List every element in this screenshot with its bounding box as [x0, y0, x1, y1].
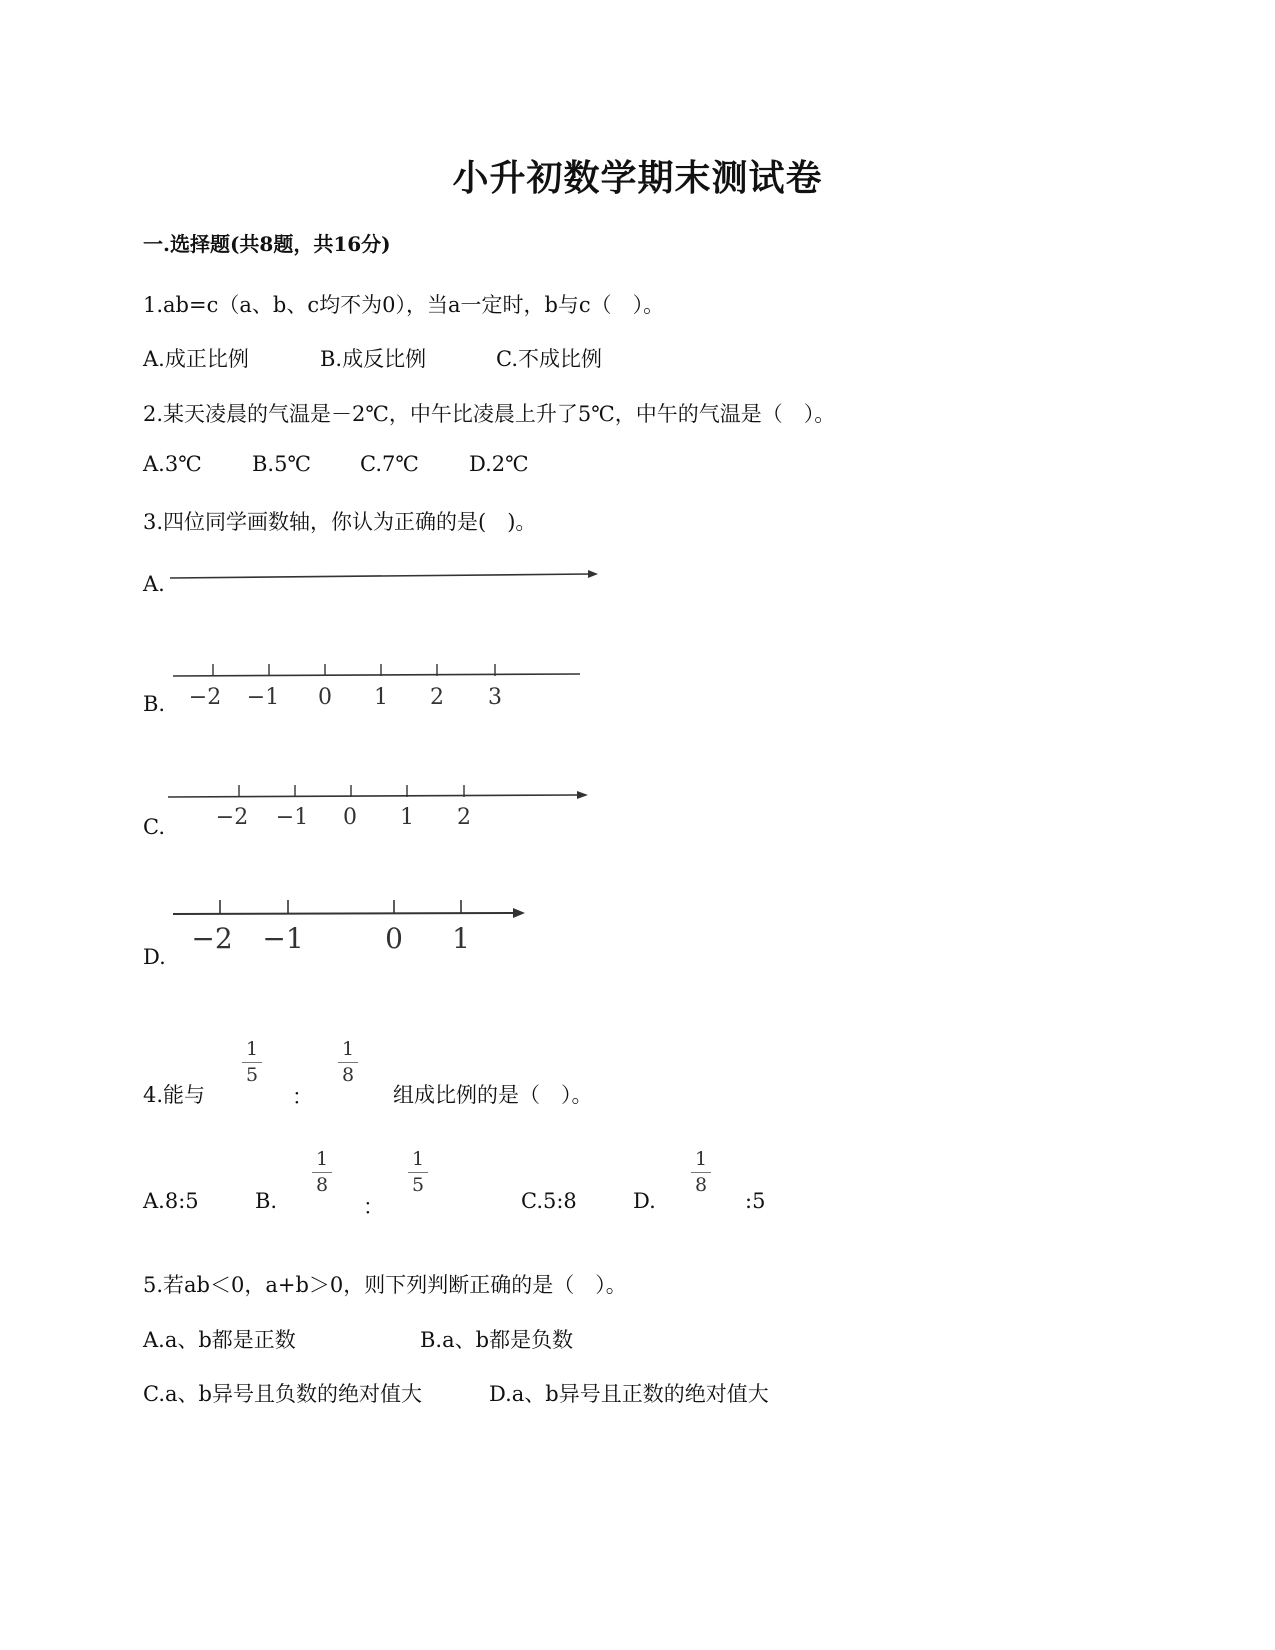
question-4-option-d-label: D.	[633, 1189, 656, 1213]
question-3-text: 3.四位同学画数轴，你认为正确的是( )。	[143, 510, 537, 534]
fraction-bar	[242, 1062, 262, 1063]
question-2-option-c: C.7℃	[360, 452, 419, 476]
question-4-suffix: 组成比例的是（ ）。	[393, 1083, 593, 1107]
fraction-bar	[312, 1172, 332, 1173]
question-4-prefix: 4.能与	[143, 1083, 206, 1107]
number-line-c-label: 0	[343, 805, 357, 830]
number-line-a	[160, 560, 610, 590]
question-5-option-d: D.a、b异号且正数的绝对值大	[489, 1382, 769, 1406]
fraction-denominator: 5	[245, 1064, 259, 1086]
question-4-option-b-fraction-2	[403, 1150, 433, 1195]
question-3-option-d-label: D.	[143, 945, 166, 969]
question-3-option-a-label: A.	[143, 572, 165, 596]
number-line-c-arrow	[577, 791, 588, 799]
question-2-option-b: B.5℃	[252, 452, 311, 476]
fraction-numerator: 1	[315, 1148, 329, 1170]
question-4-option-d-tail: :5	[745, 1189, 766, 1213]
question-4-fraction-1	[237, 1040, 267, 1085]
question-4-option-c: C.5:8	[521, 1189, 577, 1213]
fraction-denominator: 8	[341, 1064, 355, 1086]
question-4-option-b-fraction-1	[307, 1150, 337, 1195]
number-line-d-axis	[173, 913, 515, 914]
fraction-bar	[691, 1172, 711, 1173]
question-3-option-b-label: B.	[143, 692, 166, 716]
number-line-d-label: 0	[385, 922, 403, 955]
number-line-b-label: 0	[318, 685, 332, 710]
number-line-b	[165, 655, 595, 715]
number-line-b-label: 2	[430, 685, 444, 710]
question-2-option-d: D.2℃	[469, 452, 529, 476]
number-line-d-label: −1	[262, 922, 304, 955]
fraction-denominator: 8	[694, 1174, 708, 1196]
question-4-option-a: A.8:5	[143, 1189, 199, 1213]
question-1-option-c: C.不成比例	[496, 347, 602, 371]
number-line-a-arrow	[588, 570, 598, 578]
number-line-b-label: 1	[374, 685, 388, 710]
question-4-fraction-2	[333, 1040, 363, 1085]
question-5-text: 5.若ab＜0，a+b＞0，则下列判断正确的是（ ）。	[143, 1273, 627, 1297]
question-1-option-a: A.成正比例	[143, 347, 249, 371]
question-4-option-b-colon: ：	[363, 1195, 384, 1219]
question-2-text: 2.某天凌晨的气温是－2℃，中午比凌晨上升了5℃，中午的气温是（ ）。	[143, 402, 836, 426]
question-4-option-b-label: B.	[255, 1189, 278, 1213]
fraction-numerator: 1	[341, 1038, 355, 1060]
section-heading: 一.选择题(共8题，共16分)	[143, 232, 391, 256]
fraction-numerator: 1	[411, 1148, 425, 1170]
number-line-c-label: 1	[400, 805, 414, 830]
question-4-colon: ：	[292, 1085, 313, 1109]
number-line-d-label: 1	[452, 922, 470, 955]
question-1-text: 1.ab=c（a、b、c均不为0），当a一定时，b与c（ ）。	[143, 293, 665, 317]
number-line-c	[160, 775, 600, 835]
question-5-option-a: A.a、b都是正数	[143, 1328, 296, 1352]
number-line-b-label: 3	[488, 685, 502, 710]
question-5-option-c: C.a、b异号且负数的绝对值大	[143, 1382, 422, 1406]
number-line-a-axis	[170, 574, 590, 578]
number-line-c-label: −2	[215, 805, 249, 830]
number-line-c-label: −1	[275, 805, 309, 830]
question-2-option-a: A.3℃	[143, 452, 202, 476]
fraction-denominator: 5	[411, 1174, 425, 1196]
page-title: 小升初数学期末测试卷	[452, 157, 823, 199]
number-line-b-axis	[173, 674, 580, 676]
fraction-bar	[408, 1172, 428, 1173]
number-line-c-axis	[168, 795, 578, 797]
fraction-numerator: 1	[694, 1148, 708, 1170]
fraction-numerator: 1	[245, 1038, 259, 1060]
number-line-b-label: −2	[188, 685, 222, 710]
number-line-c-label: 2	[457, 805, 471, 830]
question-1-option-b: B.成反比例	[320, 347, 427, 371]
number-line-b-label: −1	[246, 685, 280, 710]
number-line-d-label: −2	[191, 922, 233, 955]
fraction-bar	[338, 1062, 358, 1063]
question-5-option-b: B.a、b都是负数	[420, 1328, 574, 1352]
question-3-option-c-label: C.	[143, 815, 165, 839]
number-line-d-arrow	[513, 908, 525, 918]
question-4-option-d-fraction	[686, 1150, 716, 1195]
number-line-d	[165, 890, 545, 960]
fraction-denominator: 8	[315, 1174, 329, 1196]
